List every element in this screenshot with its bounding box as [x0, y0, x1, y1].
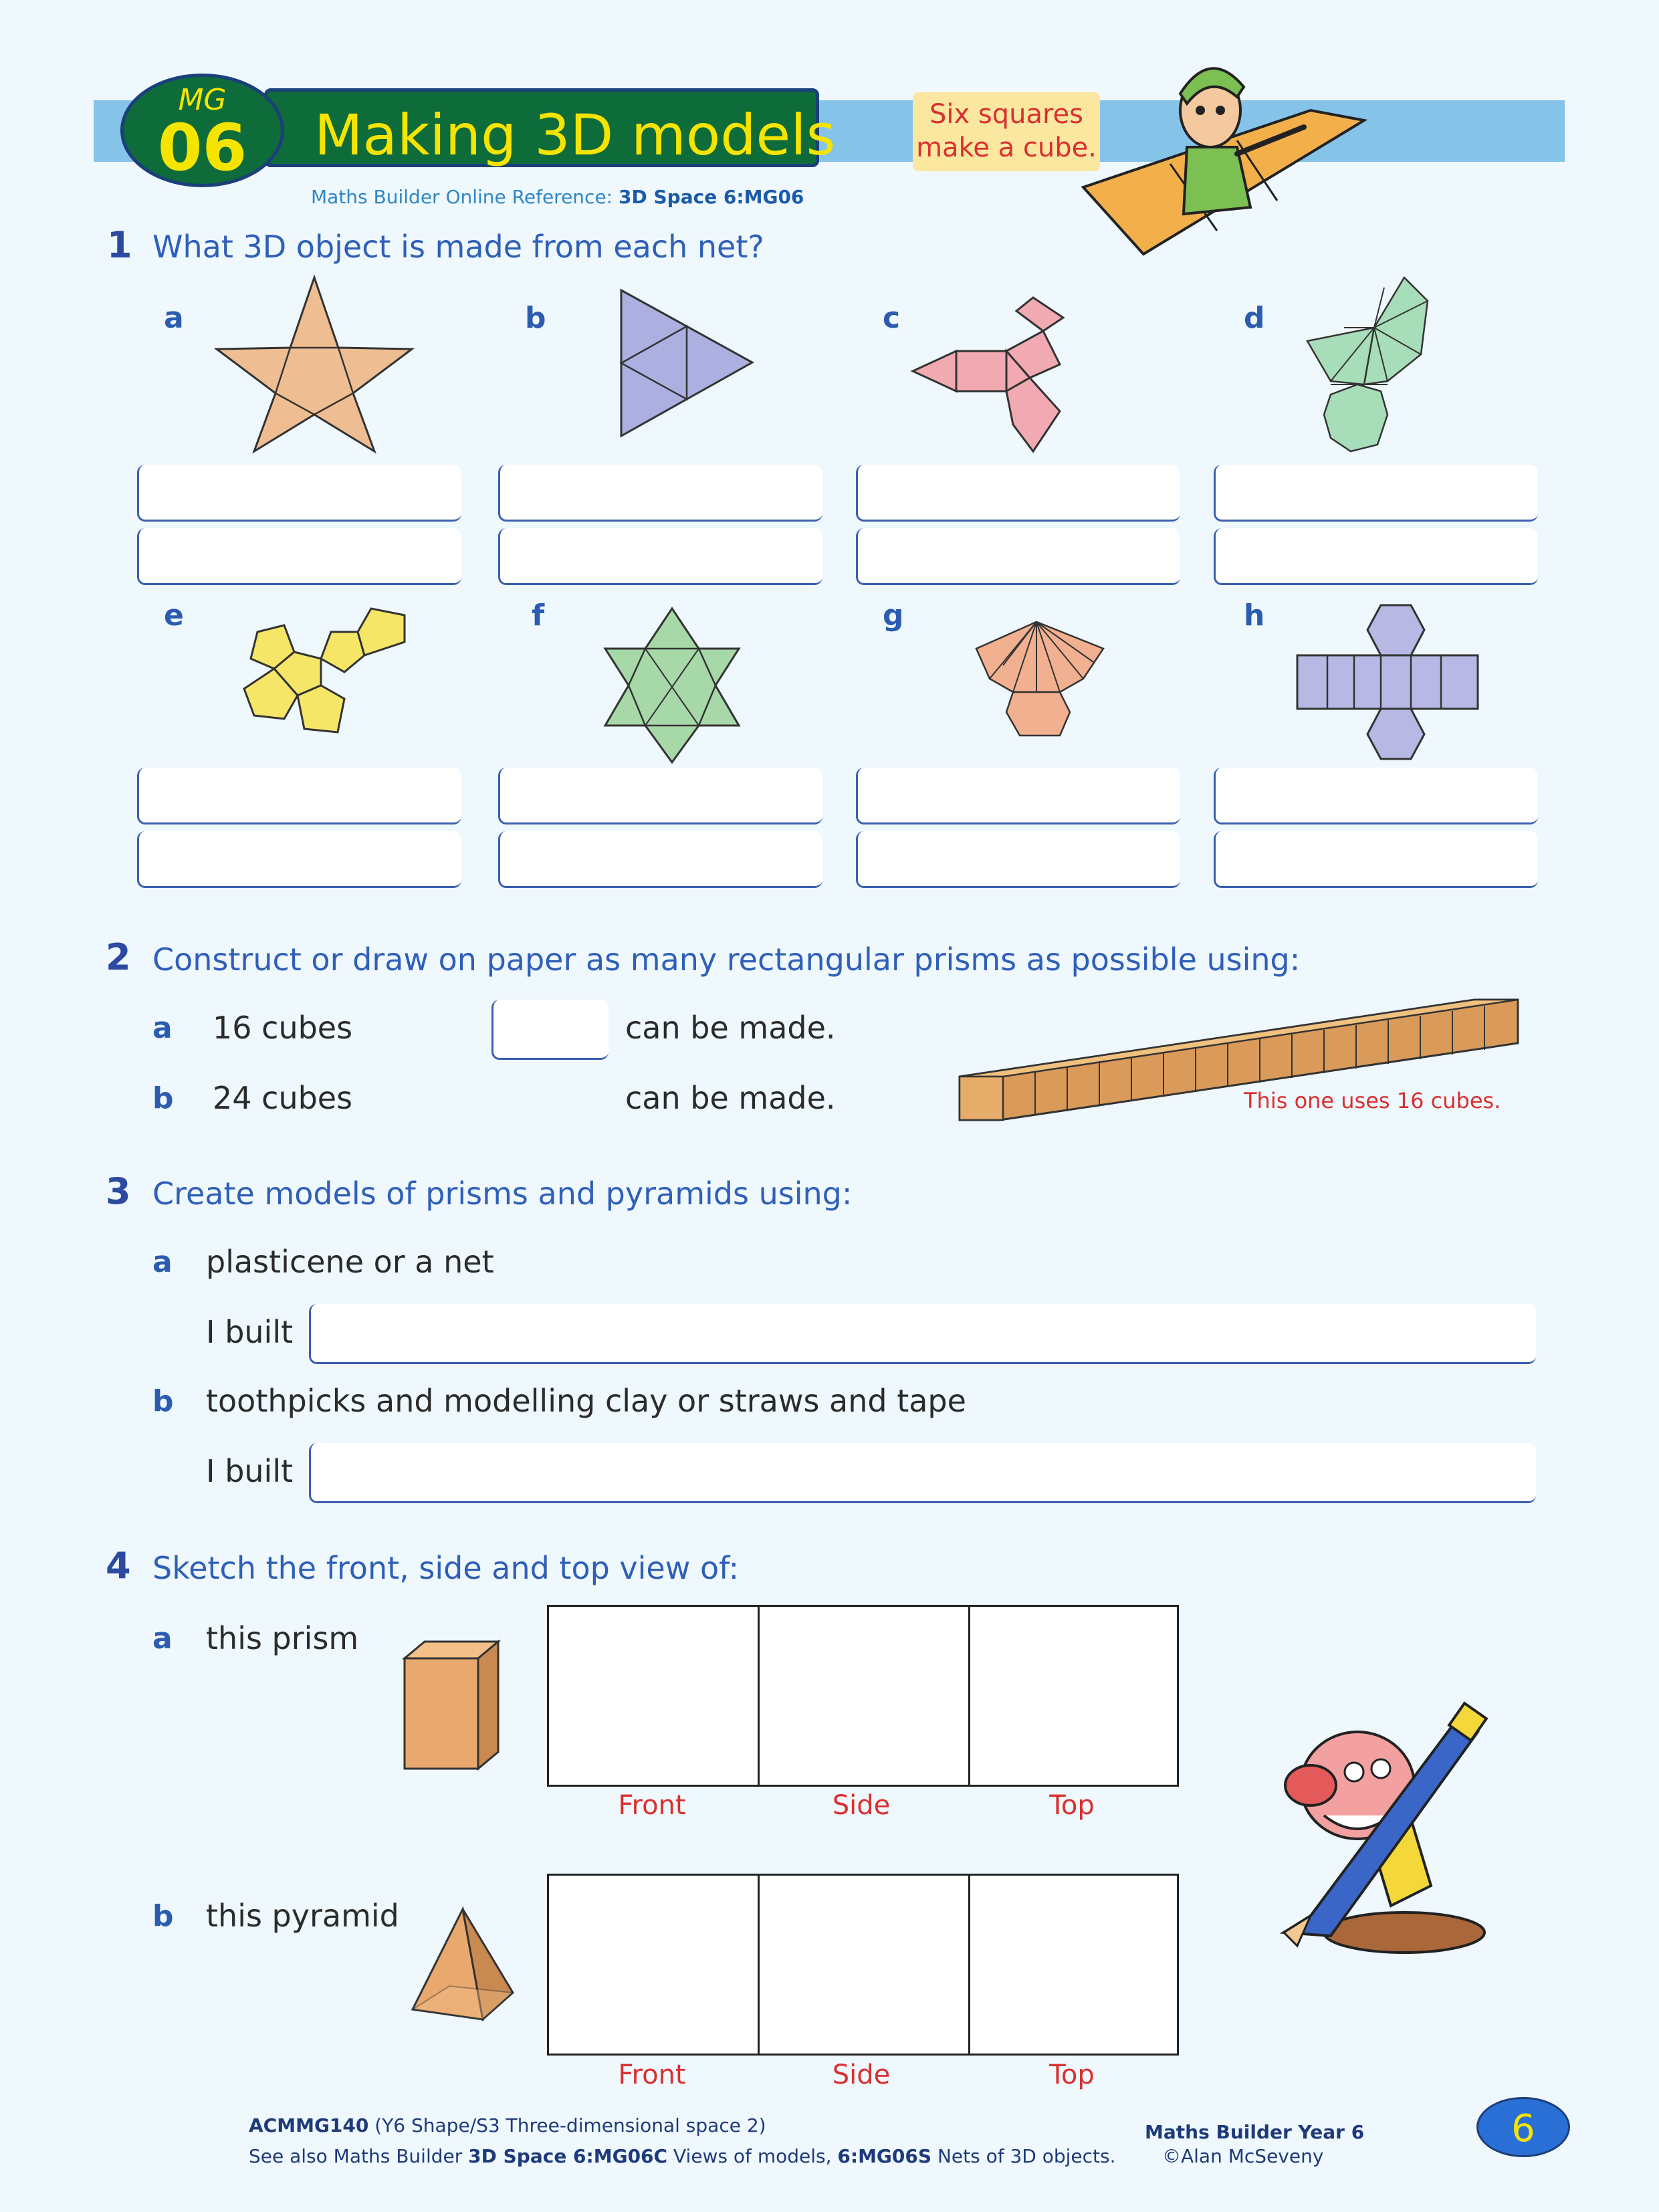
- q2-text: Construct or draw on paper as many rectangular prisms as possible using:: [152, 942, 1301, 978]
- net-b-triangle-icon: [619, 288, 759, 441]
- q4-number: 4: [106, 1545, 131, 1587]
- title-box: [264, 88, 836, 168]
- footer-see-also: [249, 2145, 1116, 2167]
- q2-cube-note: This one uses 16 cubes.: [1244, 1088, 1501, 1113]
- q4a-front-label: Front: [618, 1790, 686, 1821]
- q4b-front-label: Front: [618, 2060, 686, 2090]
- q1-number: 1: [107, 224, 132, 266]
- q1g-answer-line-2[interactable]: [856, 831, 1180, 888]
- prism-illustration: [401, 1638, 502, 1772]
- q4-letter-b: b: [152, 1899, 174, 1933]
- pencil-character-illustration: [1257, 1685, 1498, 1953]
- tip-line-2: make a cube.: [916, 132, 1097, 163]
- see-also-text: Views of models,: [667, 2145, 838, 2167]
- tip-line-1: Six squares: [929, 99, 1083, 130]
- net-g-fan-hexagon-icon: [973, 619, 1107, 746]
- net-e-pentagon-net-icon: [237, 605, 411, 739]
- q2-number: 2: [106, 936, 131, 978]
- q1b-answer-line-2[interactable]: [498, 528, 822, 585]
- q3a-built-label: I built: [206, 1314, 294, 1350]
- q3a-answer-box[interactable]: [309, 1304, 1536, 1364]
- q1b-answer-line-1[interactable]: [498, 465, 822, 522]
- footer-copyright: ©Alan McSeveny: [1162, 2145, 1324, 2167]
- see-also-ref-2: 6:MG06S: [837, 2145, 932, 2167]
- q1a-answer-line-1[interactable]: [137, 465, 461, 522]
- q4b-view-grid: [547, 1874, 1179, 2056]
- q3a-text: plasticene or a net: [206, 1244, 494, 1280]
- q4a-side-cell[interactable]: [760, 1607, 968, 1785]
- q3-letter-b: b: [152, 1384, 174, 1418]
- q4b-front-cell[interactable]: [549, 1876, 758, 2054]
- q3b-text: toothpicks and modelling clay or straws and tape: [206, 1383, 966, 1419]
- q4-text: Sketch the front, side and top view of:: [152, 1550, 740, 1586]
- q3-number: 3: [106, 1170, 131, 1212]
- footer-code-line: [249, 2114, 766, 2136]
- q3b-built-label: I built: [206, 1453, 294, 1489]
- footer-code: ACMMG140: [249, 2114, 369, 2136]
- see-also-ref-1: 3D Space 6:MG06C: [468, 2145, 668, 2167]
- q4a-top-label: Top: [1049, 1790, 1095, 1821]
- footer-code-desc: (Y6 Shape/S3 Three-dimensional space 2): [368, 2114, 766, 2136]
- net-a-star-icon: [214, 274, 415, 455]
- net-h-hex-prism-net-icon: [1294, 602, 1481, 762]
- see-also-text: See also Maths Builder: [249, 2145, 469, 2167]
- q4a-text: this prism: [206, 1620, 359, 1656]
- q2b-suffix: can be made.: [625, 1080, 836, 1116]
- net-f-hexagram-icon: [602, 605, 742, 766]
- q4b-top-label: Top: [1049, 2060, 1095, 2090]
- lesson-code-prefix: MG: [178, 83, 227, 117]
- footer-book-title: Maths Builder Year 6: [1145, 2121, 1365, 2143]
- q1-letter-d: d: [1244, 301, 1265, 335]
- q4b-text: this pyramid: [206, 1898, 399, 1934]
- q1c-answer-line-2[interactable]: [856, 528, 1180, 585]
- q1g-answer-line-1[interactable]: [856, 768, 1180, 824]
- q1-letter-b: b: [525, 301, 546, 335]
- q1f-answer-line-1[interactable]: [498, 768, 822, 824]
- q1d-answer-line-1[interactable]: [1214, 465, 1538, 522]
- net-c-prism-net-icon: [909, 294, 1097, 455]
- q2-letter-b: b: [152, 1081, 174, 1115]
- carpet-character-illustration: [1057, 47, 1377, 261]
- ref-prefix: Maths Builder Online Reference:: [311, 186, 619, 208]
- page-number: 6: [1476, 2097, 1570, 2157]
- q1-letter-h: h: [1244, 598, 1265, 633]
- see-also-text: Nets of 3D objects.: [931, 2145, 1116, 2167]
- pyramid-illustration: [409, 1906, 516, 2023]
- q4-letter-a: a: [152, 1622, 173, 1656]
- q2a-text: 16 cubes: [213, 1010, 353, 1046]
- page-title: Making 3D models: [314, 102, 836, 168]
- q1f-answer-line-2[interactable]: [498, 831, 822, 888]
- q4a-front-cell[interactable]: [549, 1607, 758, 1785]
- q1h-answer-line-2[interactable]: [1214, 831, 1538, 888]
- q3-text: Create models of prisms and pyramids using:: [152, 1176, 853, 1212]
- q1e-answer-line-2[interactable]: [137, 831, 461, 888]
- q1-letter-f: f: [532, 598, 545, 633]
- q1a-answer-line-2[interactable]: [137, 528, 461, 585]
- q1c-answer-line-1[interactable]: [856, 465, 1180, 522]
- q2a-answer-box[interactable]: [491, 1000, 609, 1060]
- q1d-answer-line-2[interactable]: [1214, 528, 1538, 585]
- ref-code: 3D Space 6:MG06: [619, 186, 804, 208]
- net-d-fan-octagon-icon: [1304, 274, 1438, 461]
- q1h-answer-line-1[interactable]: [1214, 768, 1538, 824]
- q1-text: What 3D object is made from each net?: [152, 229, 764, 265]
- q4a-view-grid: [547, 1605, 1179, 1787]
- q1e-answer-line-1[interactable]: [137, 768, 461, 824]
- q1-letter-a: a: [164, 301, 184, 335]
- q3b-answer-box[interactable]: [309, 1443, 1536, 1503]
- q4a-side-label: Side: [832, 1790, 891, 1821]
- q1-letter-e: e: [164, 598, 184, 633]
- q1-letter-g: g: [883, 598, 904, 633]
- lesson-code-number: 06: [157, 110, 247, 185]
- q1-letter-c: c: [883, 301, 901, 335]
- q2-letter-a: a: [152, 1011, 173, 1045]
- online-reference: [311, 186, 804, 208]
- q4a-top-cell[interactable]: [970, 1607, 1179, 1785]
- lesson-code-badge: [120, 74, 284, 187]
- q3-letter-a: a: [152, 1245, 173, 1279]
- q4b-top-cell[interactable]: [970, 1876, 1179, 2054]
- q2b-text: 24 cubes: [213, 1080, 353, 1116]
- q2a-suffix: can be made.: [625, 1010, 836, 1046]
- q4b-side-label: Side: [832, 2060, 891, 2090]
- q4b-side-cell[interactable]: [760, 1876, 968, 2054]
